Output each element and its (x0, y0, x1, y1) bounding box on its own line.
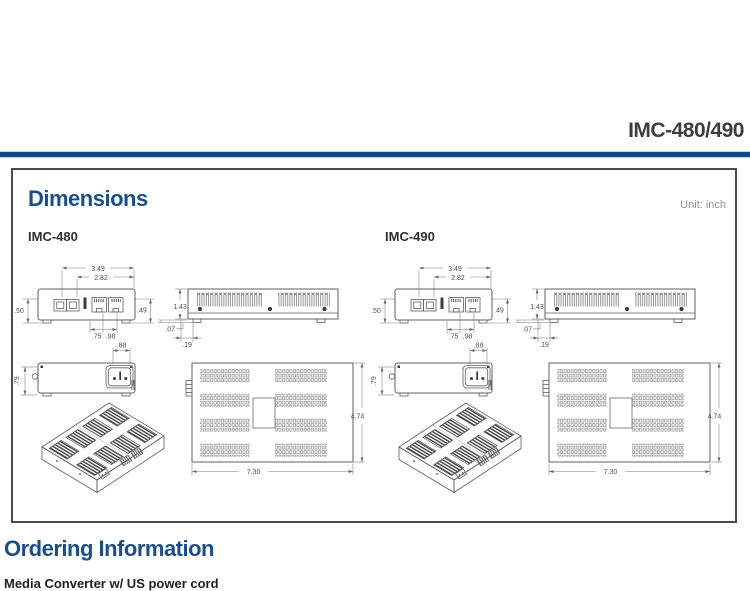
model-label-imc-490: IMC-490 (385, 229, 435, 244)
side-connector (543, 381, 549, 397)
model-label-imc-480: IMC-480 (28, 229, 78, 244)
bottom-view (543, 363, 722, 476)
front-view (371, 266, 511, 341)
dim-label-overall-width: 3.49 (91, 265, 105, 273)
rear-view (371, 343, 492, 397)
vent-slots (278, 293, 330, 307)
header-rule (0, 151, 750, 158)
led-indicator (84, 298, 87, 310)
dimensions-heading: Dimensions (28, 186, 148, 211)
dim-label-length: 7.30 (603, 469, 618, 476)
dim-label-inner-width: 2.82 (451, 274, 465, 282)
screw (679, 307, 683, 311)
dim-label-body-height: 1.43 (173, 304, 187, 311)
dim-label-inlet-width: .88 (116, 342, 127, 350)
screw (198, 307, 202, 311)
dim-label-right-height: .49 (137, 307, 147, 315)
screw (555, 307, 559, 311)
dim-label-body-height: 1.43 (530, 304, 544, 311)
dim-label-length: 7.30 (246, 469, 261, 476)
dim-label-port-spacing-1: .75 (91, 333, 102, 341)
screw (268, 307, 272, 311)
isometric-view (399, 403, 521, 493)
dim-label-port-spacing-2: .98 (105, 333, 116, 341)
side-view (515, 289, 695, 349)
ordering-subtitle: Media Converter w/ US power cord (4, 576, 219, 591)
dim-label-rear-height: .79 (371, 376, 378, 386)
led-indicator (441, 298, 444, 310)
dim-label-inlet-width: .88 (473, 342, 484, 350)
screw (322, 307, 326, 311)
dim-label-overall-width: 3.49 (448, 265, 462, 273)
vent-slots (196, 293, 262, 307)
bottom-view (186, 363, 365, 476)
ground-screw (389, 374, 395, 380)
side-connector (186, 381, 192, 397)
front-view (14, 266, 154, 341)
dim-label-depth: 4.74 (707, 413, 722, 421)
rear-view (14, 343, 135, 397)
dim-label-foot-height: .07 (165, 326, 175, 334)
diagram-imc-480 (12, 252, 366, 494)
dim-label-depth: 4.74 (350, 413, 365, 421)
dim-label-foot-inset: .19 (182, 342, 192, 349)
vent-slots (635, 293, 687, 307)
dim-label-left-height: .50 (14, 308, 24, 315)
dimension-drawing (12, 252, 366, 494)
vent-slots (553, 293, 619, 307)
dim-label-port-spacing-1: .75 (448, 333, 459, 341)
dim-label-right-height: .49 (494, 307, 504, 315)
isometric-view (42, 403, 164, 493)
dim-label-foot-inset: .19 (539, 342, 549, 349)
ground-screw (32, 374, 38, 380)
side-view (158, 289, 338, 349)
header-product-title: IMC-480/490 (628, 119, 744, 142)
dim-label-left-height: .50 (371, 308, 381, 315)
dim-label-port-spacing-2: .98 (462, 333, 473, 341)
dim-label-rear-height: .79 (14, 376, 21, 386)
unit-label: Unit: inch (680, 199, 726, 211)
ordering-heading: Ordering Information (4, 536, 214, 561)
dimension-drawing (369, 252, 723, 494)
screw (625, 307, 629, 311)
dim-label-foot-height: .07 (522, 326, 532, 334)
diagram-imc-490 (369, 252, 723, 494)
dim-label-inner-width: 2.82 (94, 274, 108, 282)
